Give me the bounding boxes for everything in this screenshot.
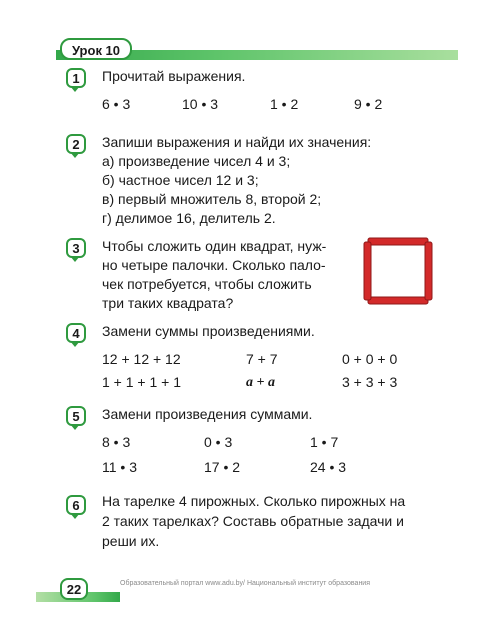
task-1-text: Прочитай выражения. bbox=[102, 68, 246, 84]
task-1-expression: 6 • 3 bbox=[102, 96, 131, 112]
task-1-expression: 1 • 2 bbox=[270, 96, 299, 112]
task-5-expression: 11 • 3 bbox=[102, 459, 137, 475]
matchstick-bottom bbox=[368, 297, 428, 304]
matchstick-top bbox=[368, 238, 428, 245]
task-2-line: г) делимое 16, делитель 2. bbox=[102, 210, 276, 226]
task-number-3: 3 bbox=[66, 238, 86, 258]
task-5-text: Замени произведения суммами. bbox=[102, 406, 313, 422]
task-2-line: б) частное чисел 12 и 3; bbox=[102, 172, 259, 188]
task-4-expression: 0 + 0 + 0 bbox=[342, 351, 398, 367]
task-5-expression: 1 • 7 bbox=[310, 434, 339, 450]
task-number-4: 4 bbox=[66, 323, 86, 343]
task-5-expression: 0 • 3 bbox=[204, 434, 233, 450]
matchstick-right bbox=[425, 242, 432, 300]
task-5-expression: 17 • 2 bbox=[204, 459, 241, 475]
matchstick-square-illustration bbox=[362, 236, 434, 306]
task-4-expression: a + a bbox=[246, 375, 275, 390]
task-4-expression: 7 + 7 bbox=[246, 351, 278, 367]
task-3-line: Чтобы сложить один квадрат, нуж- bbox=[102, 238, 327, 254]
task-2-line: в) первый множитель 8, второй 2; bbox=[102, 191, 322, 207]
task-5-expression: 24 • 3 bbox=[310, 459, 347, 475]
matchstick-left bbox=[364, 242, 371, 300]
task-number-1: 1 bbox=[66, 68, 86, 88]
task-2-line: а) произведение чисел 4 и 3; bbox=[102, 153, 291, 169]
task-3-line: но четыре палочки. Сколько пало- bbox=[102, 257, 326, 273]
task-4-text: Замени суммы произведениями. bbox=[102, 323, 315, 339]
task-4-expression: 3 + 3 + 3 bbox=[342, 374, 398, 390]
task-6-line: На тарелке 4 пирожных. Сколько пирожных на bbox=[102, 493, 406, 509]
task-3-line: три таких квадрата? bbox=[102, 295, 234, 311]
page-number: 22 bbox=[60, 578, 88, 600]
task-number-6: 6 bbox=[66, 495, 86, 515]
task-5-expression: 8 • 3 bbox=[102, 434, 131, 450]
task-2-line: Запиши выражения и найди их значения: bbox=[102, 134, 372, 150]
task-4-expression: 1 + 1 + 1 + 1 bbox=[102, 374, 182, 390]
task-3-line: чек потребуется, чтобы сложить bbox=[102, 276, 312, 292]
task-1-expression: 10 • 3 bbox=[182, 96, 219, 112]
lesson-title: Урок 10 bbox=[60, 38, 132, 60]
task-1-expression: 9 • 2 bbox=[354, 96, 383, 112]
task-6-line: реши их. bbox=[102, 533, 160, 549]
task-4-expression: 12 + 12 + 12 bbox=[102, 351, 181, 367]
task-number-5: 5 bbox=[66, 406, 86, 426]
footer-source-text: Образовательный портал www.adu.by/ Национальный институт образования bbox=[120, 580, 371, 587]
task-6-line: 2 таких тарелках? Составь обратные задачи и bbox=[102, 513, 404, 529]
task-number-2: 2 bbox=[66, 134, 86, 154]
